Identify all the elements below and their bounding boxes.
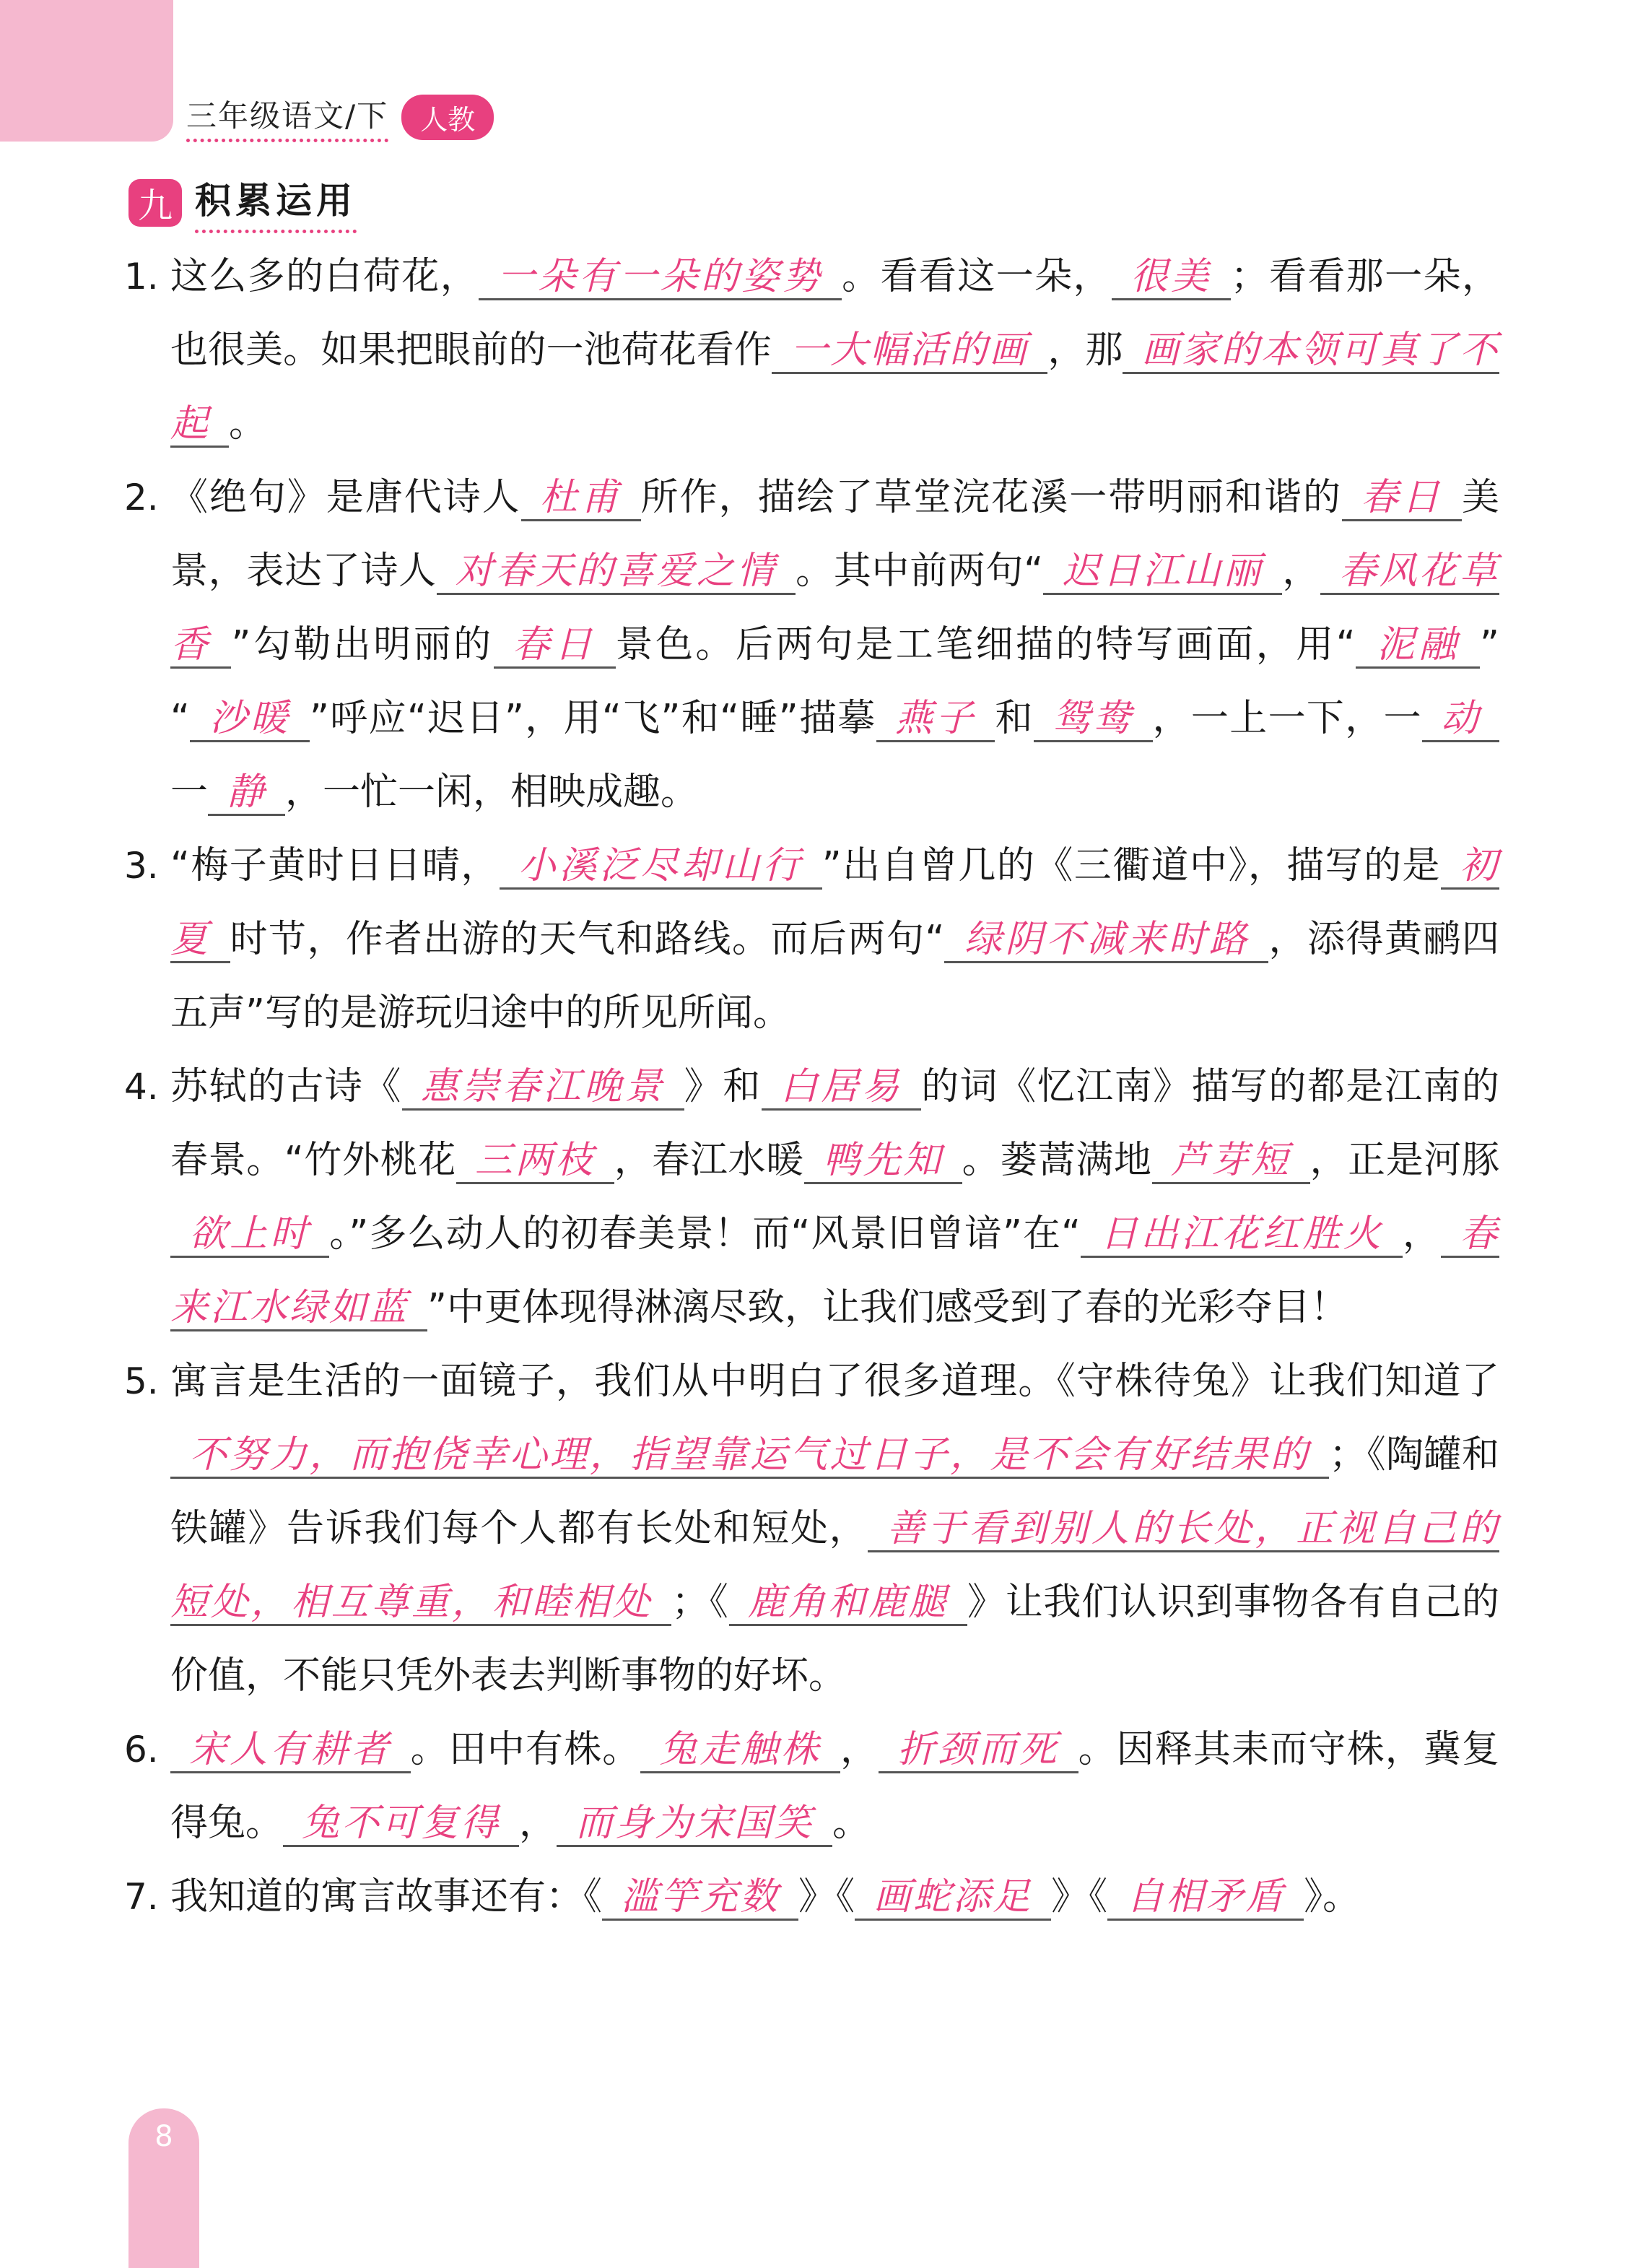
question-text: 》。	[1304, 1875, 1361, 1919]
question-text: 苏轼的古诗《	[170, 1065, 402, 1108]
item-number: 4.	[124, 1066, 159, 1108]
question-text: 的词《忆江南》描写的都是江南的春景。“竹外桃花	[170, 1065, 1499, 1182]
answer-blank: 很美	[1112, 255, 1231, 300]
exercise-item-2	[124, 461, 1499, 829]
question-text: ；看看那一朵，也很美。如果把眼前的一池荷花看作	[170, 255, 1499, 372]
question-text: 。田中有株。	[410, 1728, 641, 1771]
answer-blank: 绿阴不减来时路	[944, 918, 1268, 963]
answer-blank: 兔不可复得	[283, 1802, 519, 1847]
question-text: ；《	[671, 1581, 729, 1624]
question-text: 》让我们认识到事物各有自己的价值，不能只凭外表去判断事物的好坏。	[170, 1581, 1499, 1698]
answer-blank: 春风花草香	[170, 549, 1499, 669]
item-number: 7.	[124, 1876, 159, 1918]
edition-badge: 人教	[401, 95, 494, 140]
question-text: 。其中前两句“	[796, 549, 1044, 593]
question-text: 》和	[684, 1065, 762, 1108]
answer-blank: 善于看到别人的长处，正视自己的短处，相互尊重，和睦相处	[170, 1507, 1499, 1626]
answer-blank: 沙暖	[190, 697, 310, 742]
exercise-item-4	[124, 1050, 1499, 1344]
exercise-item-6	[124, 1713, 1499, 1860]
section-title: 积累运用	[195, 172, 357, 233]
question-text: ，	[1282, 549, 1320, 593]
exercise-item-3	[124, 829, 1499, 1050]
question-text: ”中更体现得淋漓尽致，让我们感受到了春的光彩夺目！	[427, 1286, 1348, 1329]
question-text: 。蒌蒿满地	[962, 1139, 1152, 1182]
question-text: ，那	[1047, 329, 1123, 372]
question-text: “梅子黄时日日晴，	[170, 844, 500, 887]
answer-blank: 动	[1422, 697, 1499, 742]
answer-blank: 春日	[494, 623, 616, 669]
answer-blank: 鸳鸯	[1034, 697, 1153, 742]
page-header	[186, 94, 494, 140]
question-text: ，	[1402, 1212, 1441, 1256]
answer-blank: 日出江花红胜火	[1081, 1212, 1403, 1258]
section-number: 九	[128, 179, 182, 227]
page-number: 8	[154, 2120, 173, 2153]
item-number: 1.	[124, 256, 159, 297]
header-title: 三年级语文/下	[186, 92, 388, 142]
answer-blank: 画家的本领可真了不起	[170, 329, 1499, 448]
question-text: ” “	[170, 623, 1499, 740]
answer-blank: 惠崇春江晚景	[402, 1065, 684, 1111]
answer-blank: 不努力，而抱侥幸心理，指望靠运气过日子，是不会有好结果的	[170, 1433, 1329, 1479]
answer-blank: 小溪泛尽却山行	[500, 844, 822, 890]
answer-blank: 滥竽充数	[602, 1875, 798, 1921]
question-text: ；《陶罐和铁罐》告诉我们每个人都有长处和短处，	[170, 1433, 1499, 1550]
answer-blank: 春日	[1342, 476, 1462, 521]
question-text: 。”多么动人的初春美景！而“风景旧曾谙”在“	[329, 1212, 1081, 1256]
answer-blank: 折颈而死	[879, 1728, 1078, 1773]
question-text: 这么多的白荷花，	[170, 255, 479, 298]
question-text: 所作，描绘了草堂浣花溪一带明丽和谐的	[640, 476, 1342, 519]
answer-blank: 鹿角和鹿腿	[729, 1581, 967, 1626]
question-text: 我知道的寓言故事还有：《	[170, 1875, 603, 1919]
question-text: ，一上一下，一	[1152, 697, 1422, 740]
answer-blank: 春来江水绿如蓝	[170, 1212, 1499, 1331]
item-number: 6.	[124, 1729, 159, 1770]
item-number: 3.	[124, 845, 159, 887]
answer-blank: 杜甫	[521, 476, 641, 521]
answer-blank: 泥融	[1356, 623, 1480, 669]
question-text: 。	[229, 402, 267, 446]
answer-blank: 画蛇添足	[855, 1875, 1051, 1921]
item-number: 5.	[124, 1360, 159, 1402]
answer-blank: 初夏	[170, 844, 1499, 963]
answer-blank: 对春天的喜爱之情	[437, 549, 796, 595]
exercise-item-1	[124, 240, 1499, 461]
question-text: 一	[170, 770, 209, 814]
item-number: 2.	[124, 477, 159, 518]
answer-blank: 鸭先知	[804, 1139, 962, 1184]
answer-blank: 兔走触株	[640, 1728, 840, 1773]
question-text: 》《	[1051, 1875, 1108, 1919]
answer-blank: 燕子	[876, 697, 995, 742]
question-text: ，正是河豚	[1309, 1139, 1499, 1182]
exercise-item-5	[124, 1344, 1499, 1713]
answer-blank: 宋人有耕者	[170, 1728, 411, 1773]
answer-blank: 静	[208, 770, 285, 816]
question-text: 。	[832, 1802, 871, 1845]
question-text: 时节，作者出游的天气和路线。而后两句“	[230, 918, 945, 961]
question-text: ，添得黄鹂四五声”写的是游玩归途中的所见所闻。	[170, 918, 1499, 1035]
question-text: 》《	[798, 1875, 855, 1919]
question-text: 。看看这一朵，	[842, 255, 1112, 298]
question-text: ，	[519, 1802, 557, 1845]
question-text: 美景，表达了诗人	[170, 476, 1499, 593]
answer-blank: 三两枝	[456, 1139, 614, 1184]
corner-tab	[0, 0, 173, 142]
question-text: 景色。后两句是工笔细描的特写画面，用“	[615, 623, 1356, 666]
question-text: 寓言是生活的一面镜子，我们从中明白了很多道理。《守株待兔》让我们知道了	[170, 1360, 1499, 1403]
question-text: ”勾勒出明丽的	[231, 623, 494, 666]
question-text: 《绝句》是唐代诗人	[170, 476, 521, 519]
answer-blank: 白居易	[762, 1065, 921, 1111]
answer-blank: 芦芽短	[1152, 1139, 1310, 1184]
answer-blank: 自相矛盾	[1107, 1875, 1304, 1921]
question-text: ，一忙一闲，相映成趣。	[285, 770, 699, 814]
answer-blank: 迟日江山丽	[1043, 549, 1282, 595]
answer-blank: 一朵有一朵的姿势	[479, 255, 842, 300]
question-text: ，	[840, 1728, 879, 1771]
exercise-list	[124, 240, 1499, 1934]
answer-blank: 欲上时	[170, 1212, 329, 1258]
question-text: 和	[995, 697, 1034, 740]
question-text: ”呼应“迟日”，用“飞”和“睡”描摹	[310, 697, 876, 740]
answer-blank: 一大幅活的画	[772, 329, 1047, 374]
question-text: ”出自曾几的《三衢道中》，描写的是	[821, 844, 1441, 887]
answer-blank: 而身为宋国笑	[557, 1802, 832, 1847]
exercise-item-7	[124, 1860, 1499, 1934]
question-text: 。因释其耒而守株，冀复得兔。	[170, 1728, 1499, 1845]
question-text: ，春江水暖	[614, 1139, 804, 1182]
section-heading	[128, 172, 357, 233]
